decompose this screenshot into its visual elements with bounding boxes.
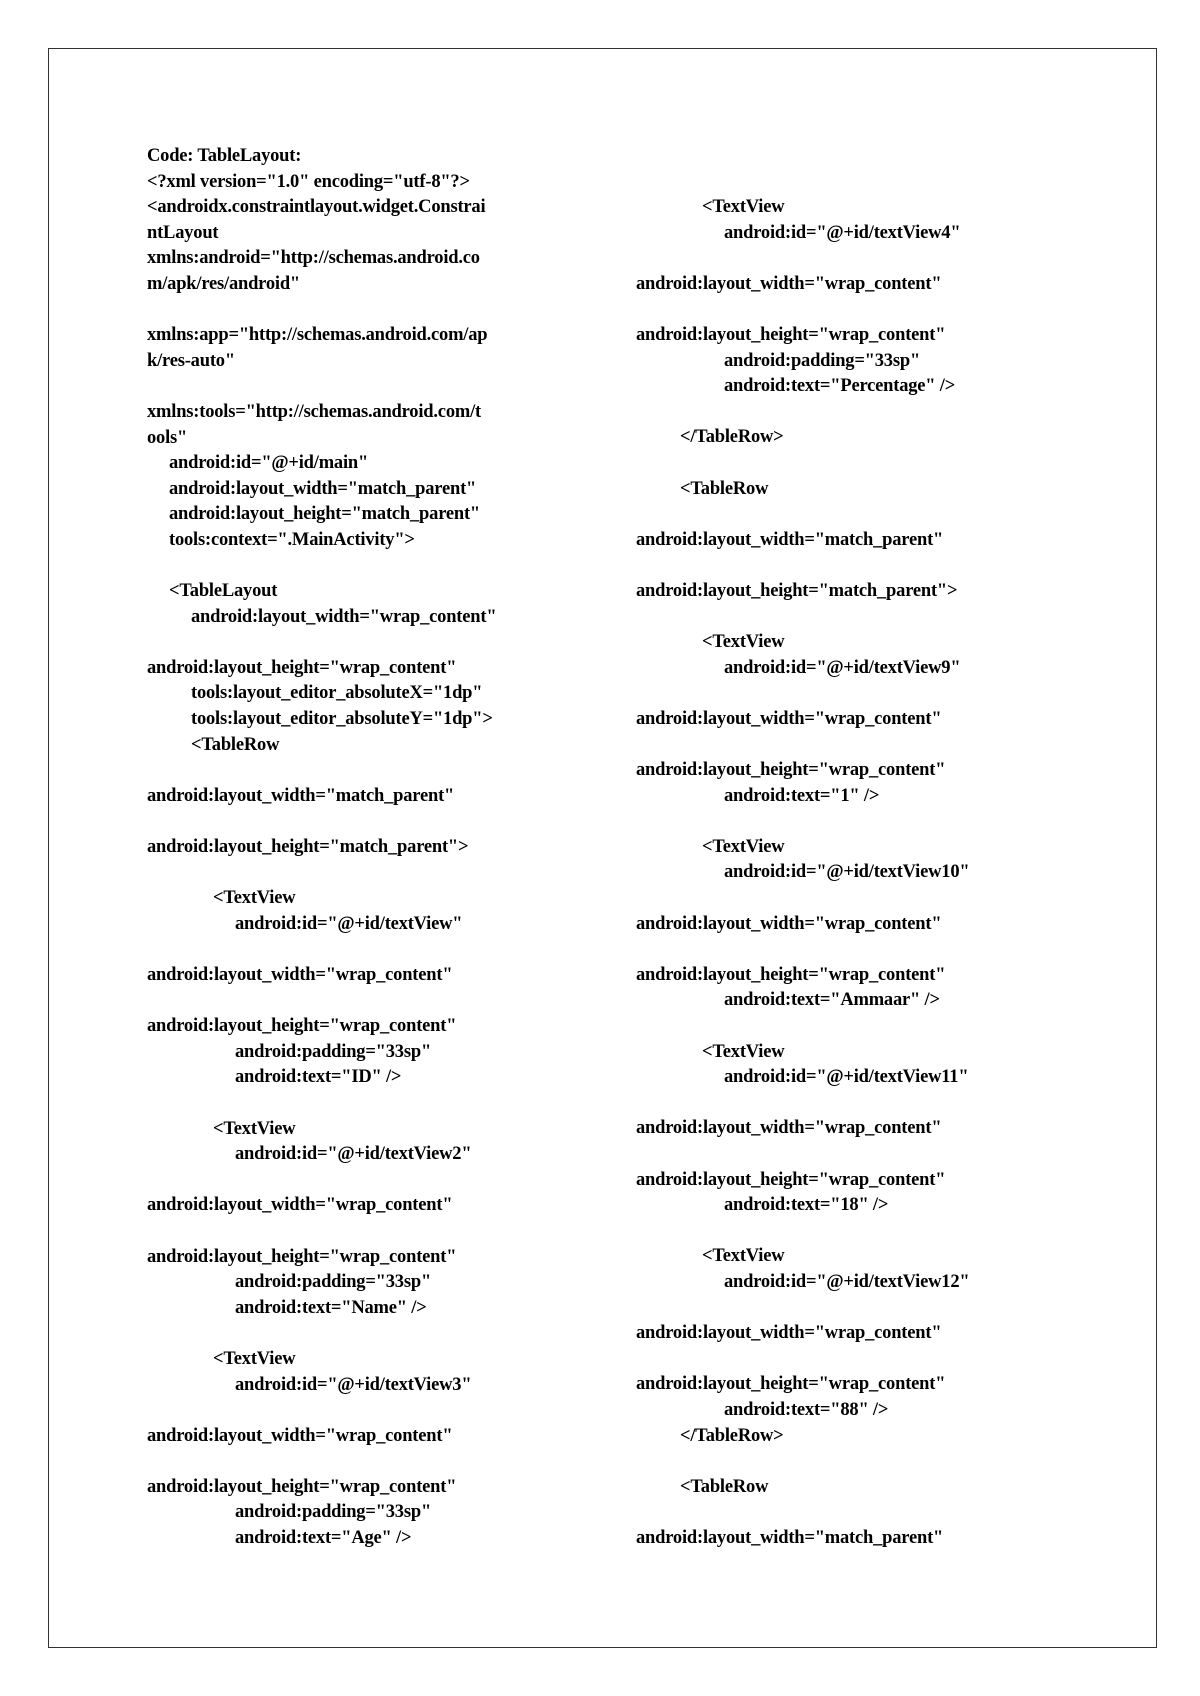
- code-line: [636, 1014, 1076, 1040]
- code-line: android:layout_width="wrap_content": [636, 708, 942, 729]
- code-line: Code: TableLayout:: [147, 146, 302, 166]
- code-line: [636, 886, 1076, 912]
- code-line: android:id="@+id/textView": [235, 913, 463, 934]
- code-line: android:id="@+id/textView9": [724, 657, 961, 678]
- code-line: android:layout_height="wrap_content": [636, 1169, 946, 1190]
- code-line: [636, 1500, 1076, 1526]
- code-line: android:layout_width="match_parent": [147, 785, 455, 806]
- code-line: android:id="@+id/main": [169, 453, 369, 474]
- code-line: android:layout_height="wrap_content": [636, 760, 946, 781]
- code-line: [147, 989, 587, 1015]
- code-line: [636, 809, 1076, 835]
- code-line: android:layout_height="wrap_content": [147, 657, 457, 678]
- code-line: [147, 937, 587, 963]
- code-line: [147, 298, 587, 324]
- code-line: android:layout_width="wrap_content": [636, 273, 942, 294]
- code-line: android:layout_width="wrap_content": [636, 1323, 942, 1344]
- code-line: [636, 732, 1076, 758]
- code-line: <TableRow: [680, 1476, 769, 1497]
- code-line: android:layout_height="wrap_content": [147, 1476, 457, 1497]
- code-line: </TableRow>: [680, 427, 784, 448]
- code-line: [147, 374, 587, 400]
- code-line: [147, 554, 587, 580]
- code-column-left: [147, 144, 587, 1552]
- code-line: [147, 1398, 587, 1424]
- code-line: xmlns:tools="http://schemas.android.com/t: [147, 401, 481, 422]
- code-line: android:layout_width="wrap_content": [636, 1118, 942, 1139]
- code-line: [147, 758, 587, 784]
- code-line: android:id="@+id/textView3": [235, 1374, 472, 1395]
- code-line: android:id="@+id/textView12": [724, 1271, 970, 1292]
- code-line: android:text="Ammaar" />: [724, 990, 940, 1011]
- code-line: android:id="@+id/textView10": [724, 862, 970, 883]
- code-line: ntLayout: [147, 222, 219, 243]
- code-line: android:layout_width="wrap_content": [147, 1195, 453, 1216]
- code-line: xmlns:app="http://schemas.android.com/ap: [147, 325, 488, 346]
- code-line: <TextView: [213, 888, 296, 909]
- code-line: android:layout_width="match_parent": [169, 478, 477, 499]
- code-line: android:id="@+id/textView2": [235, 1144, 472, 1165]
- code-line: [636, 937, 1076, 963]
- code-line: android:padding="33sp": [235, 1502, 432, 1523]
- code-line: [636, 553, 1076, 579]
- code-line: [636, 605, 1076, 631]
- code-line: android:padding="33sp": [235, 1272, 432, 1293]
- code-line: [636, 1347, 1076, 1373]
- code-line: <TextView: [702, 836, 785, 857]
- code-line: [147, 1449, 587, 1475]
- code-line: [147, 1219, 587, 1245]
- code-line: android:layout_width="match_parent": [636, 529, 944, 550]
- code-line: android:layout_height="wrap_content": [147, 1246, 457, 1267]
- code-line: android:layout_height="match_parent": [169, 504, 481, 525]
- code-line: android:layout_height="wrap_content": [636, 324, 946, 345]
- code-line: android:layout_width="wrap_content": [147, 965, 453, 985]
- code-line: [147, 1091, 587, 1117]
- code-line: android:text="Name" />: [235, 1297, 427, 1318]
- code-line: android:layout_width="wrap_content": [636, 913, 942, 934]
- code-line: [636, 451, 1076, 477]
- code-line: <TableLayout: [169, 581, 278, 602]
- code-line: <TableRow: [680, 478, 769, 499]
- code-line: android:layout_width="wrap_content": [147, 1425, 453, 1446]
- code-line: [147, 861, 587, 887]
- code-line: android:text="88" />: [724, 1399, 889, 1420]
- code-line: [636, 502, 1076, 528]
- code-line: <?xml version="1.0" encoding="utf-8"?>: [147, 171, 470, 192]
- code-line: android:text="Age" />: [235, 1528, 412, 1549]
- code-line: <TextView: [702, 197, 785, 217]
- code-line: android:padding="33sp": [724, 350, 921, 371]
- code-line: <TableRow: [191, 734, 280, 755]
- code-line: tools:context=".MainActivity">: [169, 529, 415, 550]
- code-line: [636, 1219, 1076, 1245]
- code-line: </TableRow>: [680, 1425, 784, 1446]
- code-line: <TextView: [702, 632, 785, 653]
- code-line: [636, 1142, 1076, 1168]
- code-line: [636, 681, 1076, 707]
- code-line: android:layout_height="wrap_content": [147, 1016, 457, 1037]
- code-line: tools:layout_editor_absoluteY="1dp">: [191, 709, 493, 730]
- code-line: android:layout_height="match_parent">: [147, 837, 469, 858]
- code-line: android:layout_width="match_parent": [636, 1527, 944, 1548]
- code-line: [636, 246, 1076, 272]
- code-line: android:layout_height="wrap_content": [636, 964, 946, 985]
- code-line: android:layout_width="wrap_content": [191, 606, 497, 627]
- code-line: android:layout_height="wrap_content": [636, 1374, 946, 1395]
- code-line: <androidx.constraintlayout.widget.Constrai: [147, 197, 486, 218]
- code-line: android:text="Percentage" />: [724, 376, 956, 397]
- code-line: [636, 1091, 1076, 1117]
- code-line: [147, 1168, 587, 1194]
- code-line: [147, 630, 587, 656]
- code-line: k/res-auto": [147, 350, 235, 371]
- code-line: android:text="1" />: [724, 785, 880, 806]
- code-line: android:text="18" />: [724, 1195, 889, 1216]
- code-line: android:padding="33sp": [235, 1041, 432, 1062]
- code-line: [636, 400, 1076, 426]
- code-line: android:id="@+id/textView11": [724, 1067, 969, 1088]
- code-line: [636, 1296, 1076, 1322]
- code-line: android:layout_height="match_parent">: [636, 580, 958, 601]
- code-line: [147, 1321, 587, 1347]
- code-line: <TextView: [702, 1041, 785, 1062]
- code-line: m/apk/res/android": [147, 273, 300, 294]
- code-line: ools": [147, 427, 188, 448]
- code-column-right: [636, 195, 1076, 1551]
- code-line: xmlns:android="http://schemas.android.co: [147, 248, 480, 269]
- code-line: android:id="@+id/textView4": [724, 222, 961, 243]
- code-line: <TextView: [213, 1348, 296, 1369]
- code-line: android:text="ID" />: [235, 1067, 402, 1088]
- code-line: tools:layout_editor_absoluteX="1dp": [191, 683, 483, 704]
- code-line: [147, 809, 587, 835]
- code-line: [636, 297, 1076, 323]
- code-line: <TextView: [213, 1118, 296, 1139]
- code-line: <TextView: [702, 1246, 785, 1267]
- code-line: [636, 1449, 1076, 1475]
